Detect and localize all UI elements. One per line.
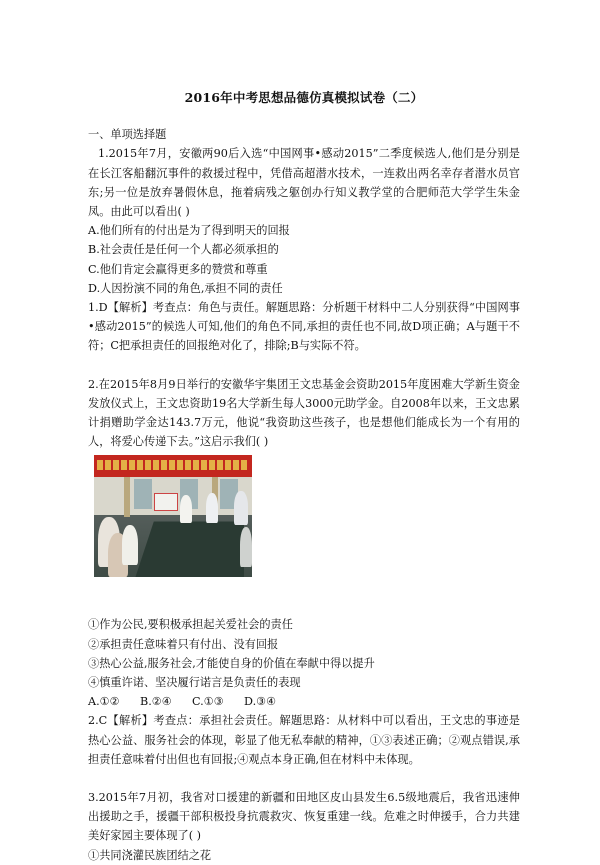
q2-answer-c: C.①③	[192, 695, 224, 709]
spacer	[88, 596, 520, 615]
page-title: 2016年中考思想品德仿真模拟试卷（二）	[184, 90, 424, 105]
section-heading: 一、单项选择题	[88, 128, 167, 142]
q2-statement-1: ①作为公民,要积极承担起关爱社会的责任	[88, 618, 293, 632]
q2-answer-a: A.①②	[88, 695, 120, 709]
photo-banner-lettering	[97, 460, 247, 470]
q2-statement-3: ③热心公益,服务社会,才能使自身的价值在奉献中得以提升	[88, 656, 375, 670]
question-2-analysis: 2.C【解析】考查点：承担社会责任。解题思路：从材料中可以看出，王文忠的事迹是热心公益、服务社会的体现，彰显了他无私奉献的精神，①③表述正确；②观点错误,承担责任意味着付出但也有回报;④观点本身正确,但在材料中未体现。	[88, 714, 520, 766]
photo-person	[234, 491, 248, 525]
photo-table	[134, 521, 244, 577]
q2-statement-4: ④慎重许诺、坚决履行诺言是负责任的表现	[88, 676, 301, 690]
q2-statement-2: ②承担责任意味着只有付出、没有回报	[88, 637, 279, 651]
photo-person	[240, 527, 252, 567]
q1-option-b: B.社会责任是任何一个人都必须承担的	[88, 243, 279, 257]
question-1-stem: 1.2015年7月，安徽两90后入选“中国网事•感动2015”二季度候选人,他们是分别是在长江客船翻沉事件的救援过程中，凭借高超潜水技术，一连救出两名幸存者潜水员官东;另一位是放弃暑假休息，拖着病残之躯创办行知义教学堂的合肥师范大学学生朱金凤。由此可以看出( )	[88, 147, 520, 219]
ceremony-photo	[94, 455, 252, 577]
photo-donation-board	[154, 493, 178, 511]
q1-option-d: D.人因扮演不同的角色,承担不同的责任	[88, 281, 283, 295]
q2-answer-row	[88, 692, 520, 711]
spacer	[88, 356, 520, 375]
q1-option-a: A.他们所有的付出是为了得到明天的回报	[88, 224, 290, 238]
question-2-stem: 2.在2015年8月9日举行的安徽华宇集团王文忠基金会资助2015年度困难大学新生资金发放仪式上，王文忠资助19名大学新生每人3000元助学金。自2008年以来，王文忠累计捐赠助学金达143.7万元，他说“我资助这些孩子，也是想他们能成长为一个有用的人，将爱心传递下去。”这启示我们( )	[88, 377, 520, 449]
photo-window	[134, 479, 152, 509]
photo-curtain	[124, 477, 130, 517]
exam-page	[88, 88, 520, 865]
question-3-stem: 3.2015年7月初，我省对口援建的新疆和田地区皮山县发生6.5级地震后，我省迅速伸出援助之手，援疆干部积极投身抗震救灾、恢复重建一线。危难之时伸援手，合力共建美好家园主要体现了( )	[88, 791, 520, 843]
q2-answer-b: B.②④	[140, 695, 172, 709]
photo-person	[206, 493, 218, 523]
question-1-analysis: 1.D【解析】考查点：角色与责任。解题思路：分析题干材料中二人分别获得“中国网事•感动2015”的候选人可知,他们的角色不同,承担的责任也不同,故D项正确；A与题干不符；C把承担责任的回报绝对化了，排除;B与实际不符。	[88, 301, 520, 353]
spacer	[88, 577, 520, 596]
photo-person	[180, 495, 192, 523]
spacer	[88, 769, 520, 788]
photo-person	[122, 525, 138, 565]
q2-answer-d: D.③④	[244, 695, 277, 709]
q1-option-c: C.他们肯定会赢得更多的赞赏和尊重	[88, 262, 268, 276]
q3-statement-1: ①共同浇灌民族团结之花	[88, 848, 212, 862]
